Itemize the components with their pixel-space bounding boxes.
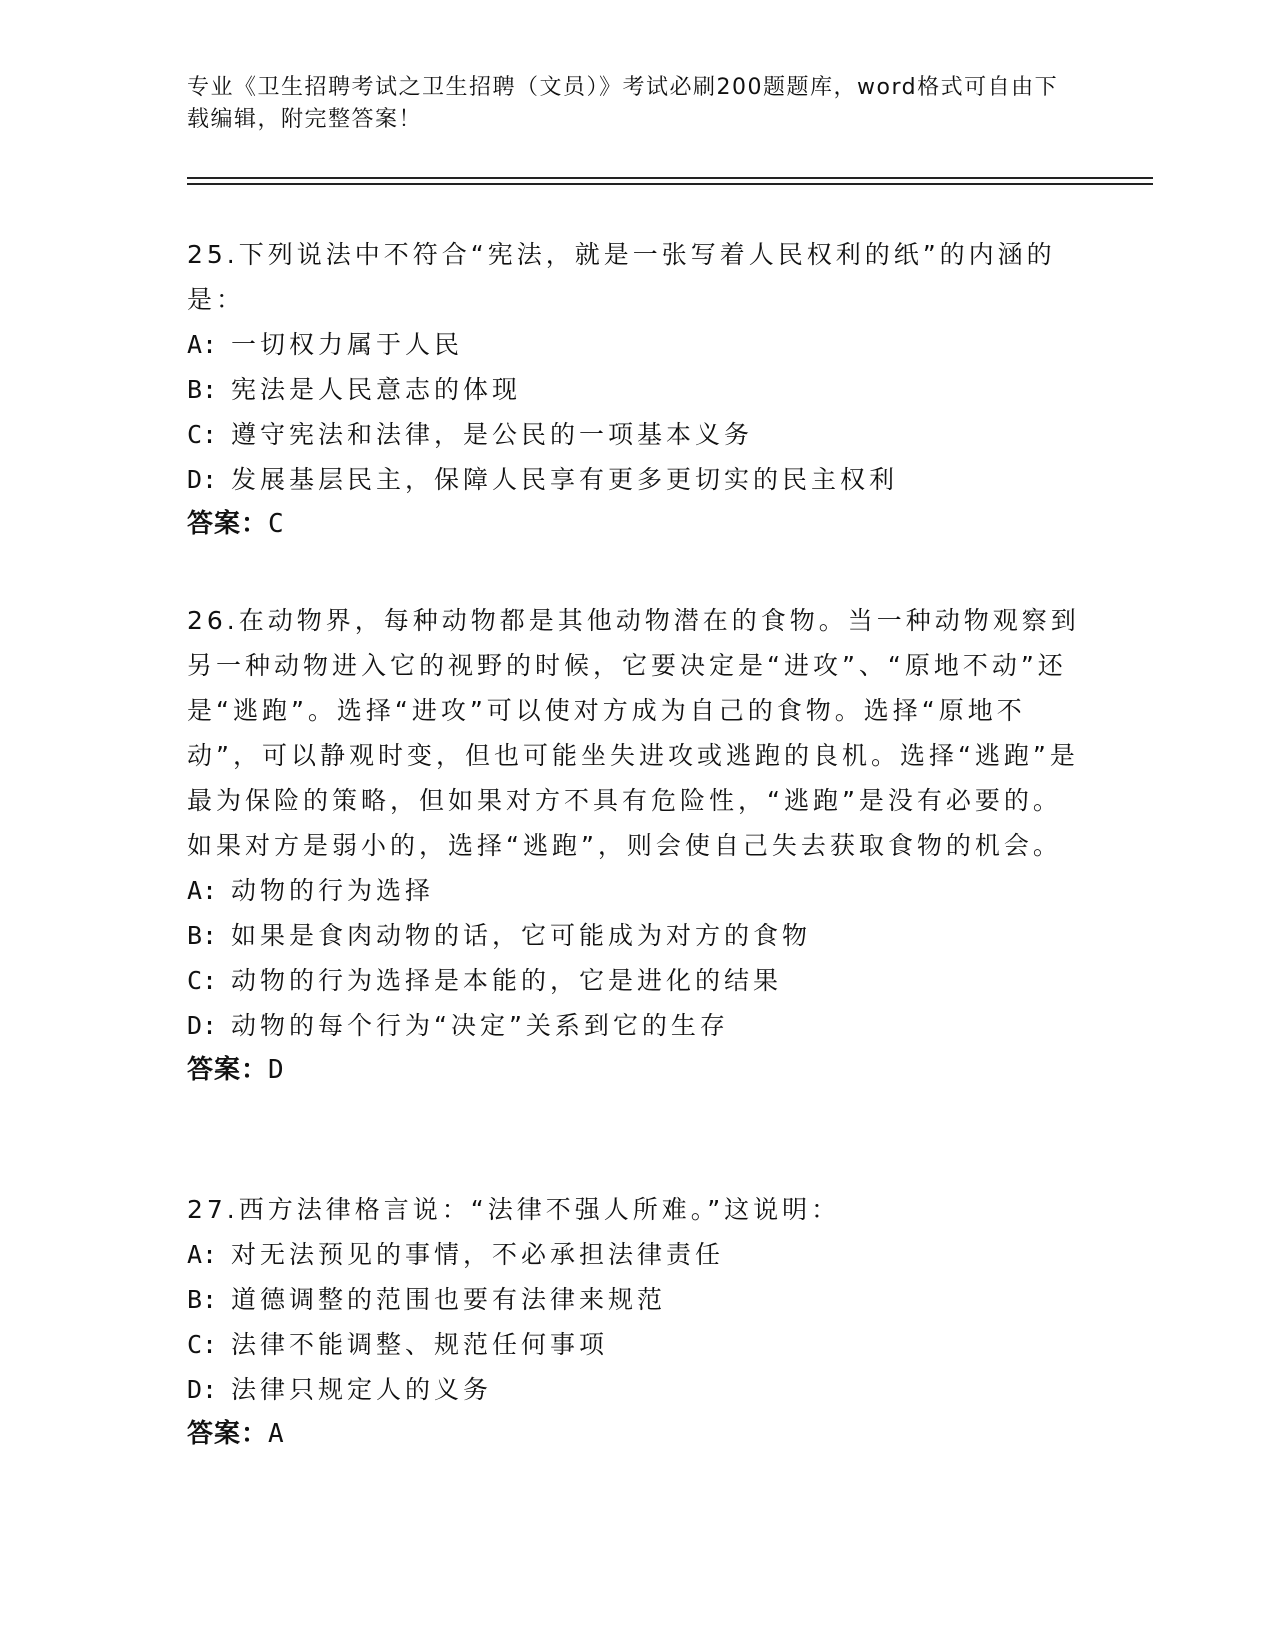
option-d [187,1003,1087,1048]
answer-value: C [268,509,285,539]
option-text: 动物的每个行为“决定”关系到它的生存 [231,1011,729,1040]
option-letter: B: [187,375,218,404]
option-letter: C: [187,1330,218,1359]
option-text: 遵守宪法和法律，是公民的一项基本义务 [231,420,754,449]
option-letter: A: [187,330,218,359]
answer-value: D [268,1055,285,1085]
question-stem: 27.西方法律格言说：“法律不强人所难。”这说明： [187,1195,841,1224]
option-text: 动物的行为选择是本能的，它是进化的结果 [231,966,783,995]
answer-label: 答案： [187,509,269,539]
option-letter: B: [187,921,218,950]
option-text: 对无法预见的事情，不必承担法律责任 [231,1240,725,1269]
question-stem: 26.在动物界，每种动物都是其他动物潜在的食物。当一种动物观察到另一种动物进入它的视野的时候，它要决定是“进攻”、“原地不动”还是“逃跑”。选择“进攻”可以使对方成为自己的食物。选择“原地不动”，可以静观时变，但也可能坐失进攻或逃跑的良机。选择“逃跑”是最为保险的策略，但如果对方不具有危险性，“逃跑”是没有必要的。如果对方是弱小的，选择“逃跑”，则会使自己失去获取食物的机会。 [187,606,1080,860]
option-text: 如果是食肉动物的话，它可能成为对方的食物 [231,921,812,950]
header-divider-bottom [187,183,1153,185]
option-text: 动物的行为选择 [231,876,435,905]
option-text: 宪法是人民意志的体现 [231,375,522,404]
answer-label: 答案： [187,1055,269,1085]
header-title: 专业《卫生招聘考试之卫生招聘（文员）》考试必刷200题题库，word格式可自由下载编辑，附完整答案！ [187,75,1059,132]
option-a [187,322,1087,367]
answer-line [187,1048,1087,1093]
question-25 [187,232,1087,547]
option-c [187,412,1087,457]
answer-line [187,1412,1087,1457]
option-a [187,868,1087,913]
answer-label: 答案： [187,1419,269,1449]
option-letter: A: [187,1240,218,1269]
option-letter: C: [187,966,218,995]
option-text: 法律不能调整、规范任何事项 [231,1330,609,1359]
option-b [187,913,1087,958]
answer-line [187,502,1087,547]
option-d [187,1367,1087,1412]
option-letter: D: [187,1011,218,1040]
answer-value: A [268,1419,285,1449]
option-a [187,1232,1087,1277]
option-b [187,1277,1087,1322]
option-letter: D: [187,465,218,494]
option-text: 法律只规定人的义务 [231,1375,493,1404]
option-letter: B: [187,1285,218,1314]
document-header [187,72,1067,136]
option-text: 一切权力属于人民 [231,330,464,359]
option-d [187,457,1087,502]
option-letter: A: [187,876,218,905]
option-c [187,958,1087,1003]
option-letter: C: [187,420,218,449]
option-letter: D: [187,1375,218,1404]
question-27 [187,1187,1087,1457]
option-c [187,1322,1087,1367]
option-b [187,367,1087,412]
question-stem: 25.下列说法中不符合“宪法，就是一张写着人民权利的纸”的内涵的是： [187,240,1056,314]
question-26 [187,598,1087,1093]
option-text: 发展基层民主，保障人民享有更多更切实的民主权利 [231,465,899,494]
option-text: 道德调整的范围也要有法律来规范 [231,1285,667,1314]
header-divider-top [187,177,1153,179]
